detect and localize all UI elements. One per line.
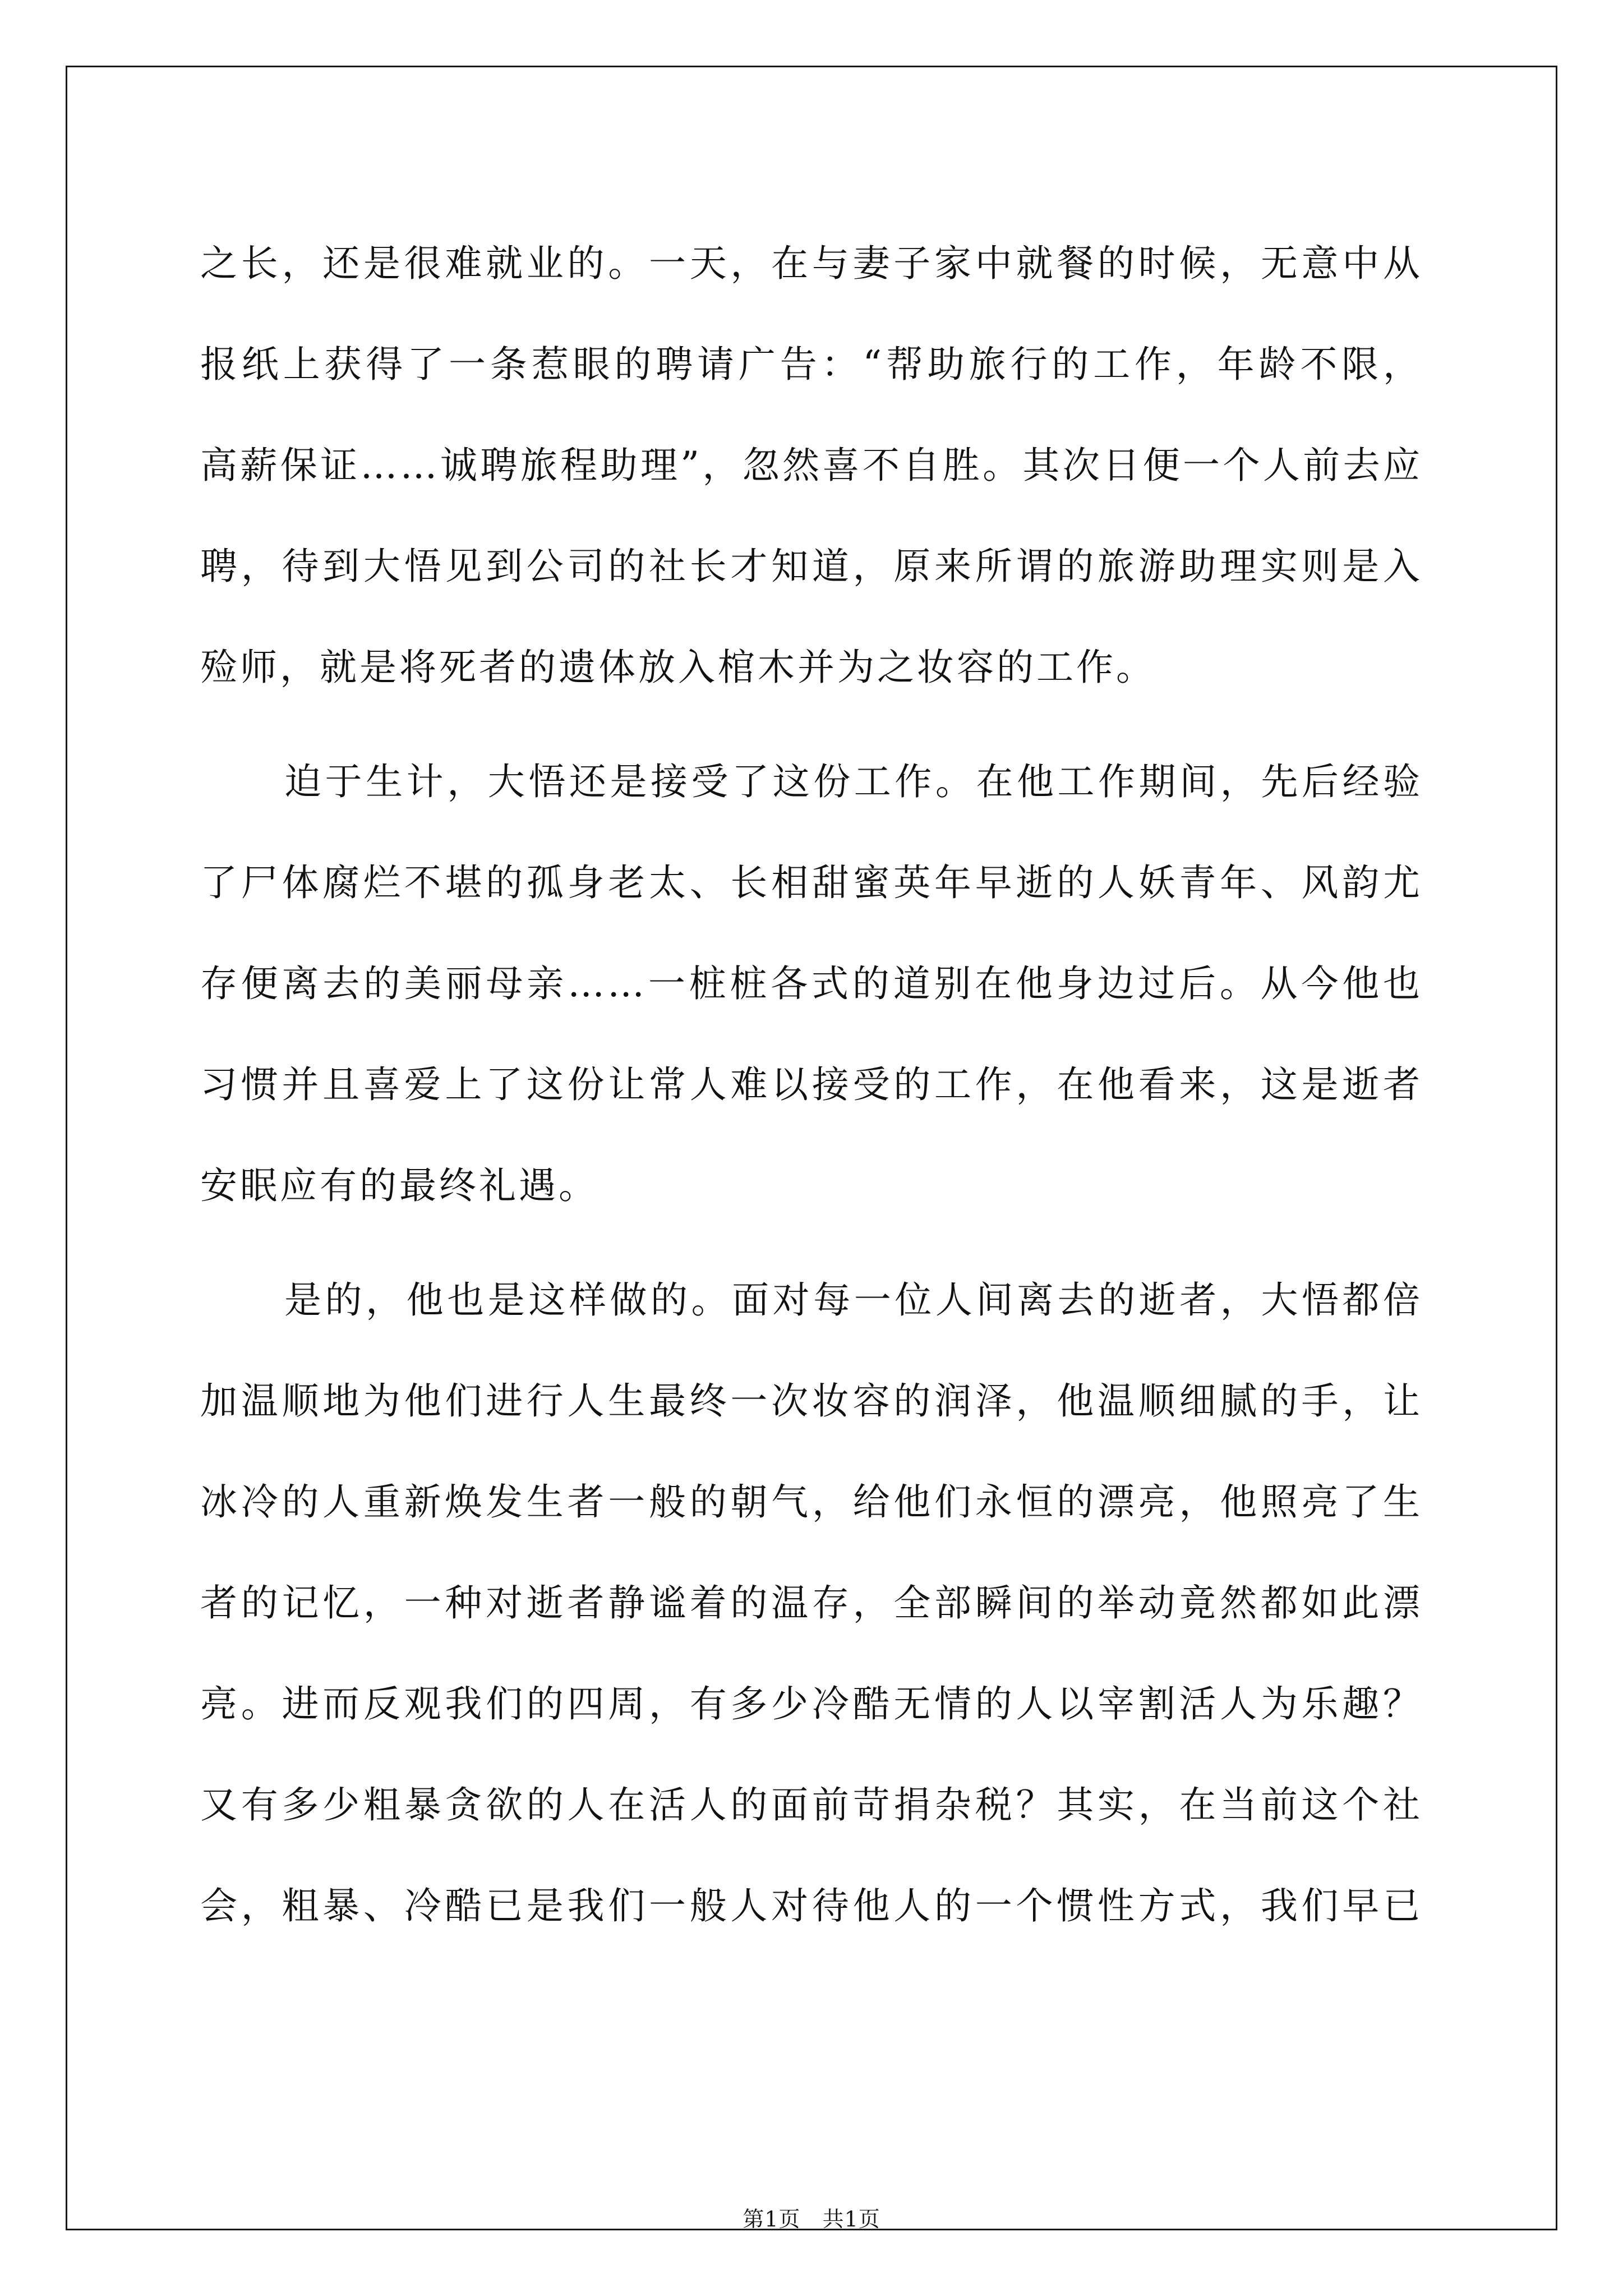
text-line: 安眠应有的最终礼遇。	[200, 1164, 598, 1207]
text-line: 会，粗暴、冷酷已是我们一般人对待他人的一个惯性方式，我们早已	[200, 1884, 1423, 1927]
text-line: 迫于生计，大悟还是接受了这份工作。在他工作期间，先后经验	[284, 760, 1423, 803]
page-number-footer: 第1页 共1页	[743, 2207, 880, 2231]
text-line: 殓师，就是将死者的遗体放入棺木并为之妆容的工作。	[200, 646, 1156, 689]
text-line: 加温顺地为他们进行人生最终一次妆容的润泽，他温顺细腻的手，让	[200, 1379, 1423, 1423]
text-line: 冰冷的人重新焕发生者一般的朝气，给他们永恒的漂亮，他照亮了生	[200, 1480, 1423, 1524]
text-line: 亮。进而反观我们的四周，有多少冷酷无情的人以宰割活人为乐趣？	[200, 1682, 1423, 1726]
text-line: 了尸体腐烂不堪的孤身老太、长相甜蜜英年早逝的人妖青年、风韵尤	[200, 861, 1423, 904]
text-line: 又有多少粗暴贪欲的人在活人的面前苛捐杂税？其实，在当前这个社	[200, 1783, 1423, 1826]
text-line: 是的，他也是这样做的。面对每一位人间离去的逝者，大悟都倍	[284, 1278, 1423, 1322]
text-line: 聘，待到大悟见到公司的社长才知道，原来所谓的旅游助理实则是入	[200, 545, 1423, 588]
text-line: 高薪保证……诚聘旅程助理”，忽然喜不自胜。其次日便一个人前去应	[200, 444, 1423, 487]
text-line: 习惯并且喜爱上了这份让常人难以接受的工作，在他看来，这是逝者	[200, 1063, 1423, 1106]
text-line: 之长，还是很难就业的。一天，在与妻子家中就餐的时候，无意中从	[200, 242, 1423, 285]
text-line: 者的记忆，一种对逝者静谧着的温存，全部瞬间的举动竟然都如此漂	[200, 1581, 1423, 1625]
text-line: 报纸上获得了一条惹眼的聘请广告：“帮助旅行的工作，年龄不限，	[200, 343, 1423, 386]
text-line: 存便离去的美丽母亲……一桩桩各式的道别在他身边过后。从今他也	[200, 962, 1423, 1005]
document-body	[200, 213, 1423, 1957]
